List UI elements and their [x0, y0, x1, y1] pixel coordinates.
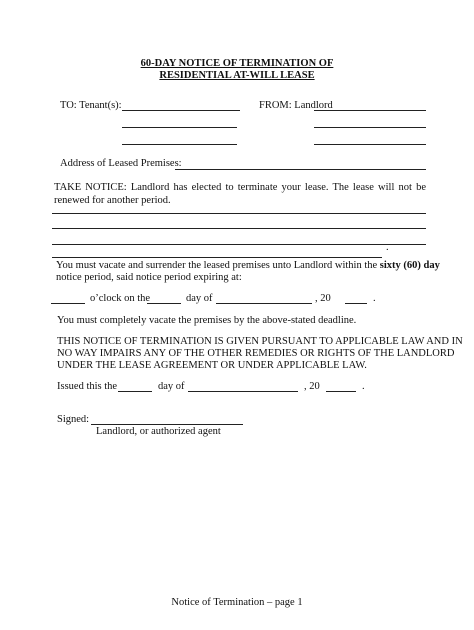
- document-title-line1: 60-DAY NOTICE OF TERMINATION OF: [140, 58, 334, 69]
- issued-day-line[interactable]: [118, 391, 152, 392]
- notice-blank-line-2[interactable]: [52, 228, 426, 229]
- expiry-hour-line[interactable]: [51, 303, 85, 304]
- legal-notice-line3: UNDER THE LEASE AGREEMENT OR UNDER APPLICABLE LAW.: [57, 360, 367, 371]
- page-footer: Notice of Termination – page 1: [171, 597, 303, 608]
- legal-notice-line2: NO WAY IMPAIRS ANY OF THE OTHER REMEDIES OR RIGHTS OF THE LANDLORD: [57, 348, 455, 359]
- premises-address-line[interactable]: [175, 169, 426, 170]
- landlord-name-line-3[interactable]: [314, 144, 426, 145]
- document-title-line2: RESIDENTIAL AT-WILL LEASE: [159, 70, 315, 81]
- issued-label: Issued this the: [57, 381, 118, 392]
- notice-period-bold: sixty (60) day: [379, 260, 440, 271]
- tenant-name-line-3[interactable]: [122, 144, 237, 145]
- landlord-label: FROM: Landlord: [259, 100, 333, 111]
- notice-blank-line-1[interactable]: [52, 213, 426, 214]
- notice-blank-line-3[interactable]: [52, 244, 426, 245]
- signature-caption: Landlord, or authorized agent: [96, 426, 221, 437]
- signature-line[interactable]: [91, 424, 243, 425]
- notice-period-mark: .: [386, 242, 389, 253]
- issued-period-mark: .: [362, 381, 365, 392]
- issued-year-line[interactable]: [326, 391, 356, 392]
- notice-blank-line-4[interactable]: [52, 257, 382, 258]
- expiry-period-mark: .: [373, 293, 376, 304]
- issued-year-text: , 20: [304, 381, 320, 392]
- landlord-name-line-1[interactable]: [314, 110, 426, 111]
- issued-day-of-text: day of: [158, 381, 185, 392]
- vacate-paragraph: [56, 260, 440, 273]
- expiry-day-of-text: day of: [186, 293, 213, 304]
- expiry-day-line[interactable]: [147, 303, 181, 304]
- tenant-name-line-2[interactable]: [122, 127, 237, 128]
- issued-month-line[interactable]: [188, 391, 298, 392]
- tenant-label: TO: Tenant(s):: [60, 100, 122, 111]
- vacate-text: You must vacate and surrender the leased premises unto Landlord within the: [56, 260, 378, 271]
- signed-label: Signed:: [57, 414, 90, 425]
- vacate-paragraph-line2: notice period, said notice period expiring at:: [56, 272, 242, 283]
- expiry-month-line[interactable]: [216, 303, 312, 304]
- premises-address-label: Address of Leased Premises:: [60, 158, 182, 169]
- legal-notice-line1: THIS NOTICE OF TERMINATION IS GIVEN PURSUANT TO APPLICABLE LAW AND IN: [57, 336, 463, 347]
- expiry-oclock-text: o’clock on the: [90, 293, 151, 304]
- deadline-text: You must completely vacate the premises by the above-stated deadline.: [57, 315, 357, 326]
- tenant-name-line-1[interactable]: [122, 110, 240, 111]
- expiry-year-line[interactable]: [345, 303, 367, 304]
- take-notice-paragraph: TAKE NOTICE: Landlord has elected to terminate your lease. The lease will not be renewed for another period.: [54, 182, 426, 206]
- expiry-year-text: , 20: [315, 293, 331, 304]
- landlord-name-line-2[interactable]: [314, 127, 426, 128]
